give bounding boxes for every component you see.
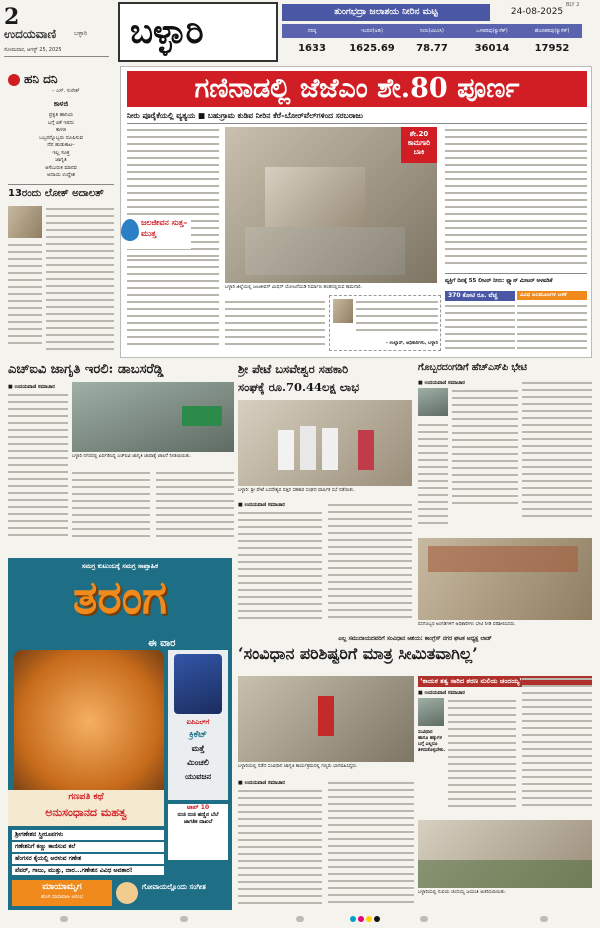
poem-line: ಜಾಗೃತಿ xyxy=(55,157,67,163)
cricket-line-4: ಮಿಂಚಲಿ xyxy=(187,758,209,767)
bank-byline: ■ ಉದಯವಾಣಿ ಸಮಾಚಾರ xyxy=(238,502,285,508)
left-column xyxy=(8,68,114,358)
goa-text: ಗೋವಾಯಲ್ಲೊಂದು ಸಂಗೀತ xyxy=(142,883,206,891)
quote-byline: – ಉಲ್ಲಾಸ್, ಅಧಿಕಾರಿಗಳು, ಬಳ್ಳಾರಿ xyxy=(385,341,438,346)
ganesh-line-2: ಅನುಸಂಧಾನದ ಮಹತ್ವ xyxy=(45,806,127,819)
box-55-litres xyxy=(445,273,587,289)
fertilizer-story xyxy=(418,362,592,632)
poem-line: ನೆಪ ಹುಡುಕಾಟ– xyxy=(47,142,75,148)
taranga-ad xyxy=(8,558,232,910)
ad-bullet: ಪೆಪರ್, ಗಾಜು, ಮುತ್ತು, ದಾರ...ಗಣೇಶನ ವಿವಿಧ ಅವತಾರ! xyxy=(12,866,164,875)
lok-adalat-body xyxy=(46,206,114,356)
date-line: ಸೋಮವಾರ, ಆಗಸ್ಟ್ 25, 2025 xyxy=(4,47,62,53)
honi-dani-title xyxy=(8,72,114,88)
callout-text: ಶೇ.20 ಕಾಮಗಾರಿ ಬಾಕಿ xyxy=(407,130,431,156)
kayaka-headline: ‘ಕಾಯಕ ತತ್ವ ಸಾರಿದ ಶರಣ ನುಲಿಯ ಚಂದಯ್ಯ’ xyxy=(418,676,592,687)
ad-bullets xyxy=(12,830,164,877)
officer-portrait xyxy=(418,388,448,416)
page-header xyxy=(0,0,600,66)
poem-body xyxy=(8,112,114,180)
constitution-body xyxy=(238,676,414,912)
hiv-photo xyxy=(72,382,234,452)
kayaka-byline: ■ ಉದಯವಾಣಿ ಸಮಾಚಾರ xyxy=(418,690,465,696)
dam-val-3: 36014 xyxy=(474,43,510,54)
hiv-byline: ■ ಉದಯವಾಣಿ ಸಮಾಚಾರ xyxy=(8,384,55,390)
maya-title: ಮಾಯಾಮೃಗ xyxy=(42,882,82,892)
kayaka-photo xyxy=(418,820,592,888)
ad-bullet: ಗಣೇಶನಿಗೆ ಕಣ್ಣು ಕಾಣಿಸುವ ಕಲೆ xyxy=(12,842,164,852)
ganesh-banner xyxy=(8,790,164,826)
mini-panel xyxy=(168,804,228,860)
dam-col-3: ಒಳಹರಿವು(ಕ್ಯುಸೆಕ್) xyxy=(476,28,508,34)
dam-level-box xyxy=(282,4,582,62)
poem-line: ಒಬ್ಬರನ್ನೊಬ್ಬರು ದೂಷಿಸುವ xyxy=(39,134,83,141)
constitution-headline: ‘ಸಂವಿಧಾನ ಪರಿಶಿಷ್ಟರಿಗೆ ಮಾತ್ರ ಸೀಮಿತವಾಗಿಲ್ಲ’ xyxy=(238,644,478,663)
dam-val-2: 78.77 xyxy=(416,43,448,54)
kayaka-story xyxy=(418,676,592,912)
dam-val-4: 17952 xyxy=(534,43,570,54)
fertilizer-byline: ■ ಉದಯವಾಣಿ ಸಮಾಚಾರ xyxy=(418,380,465,386)
hiv-headline: ಎಚ್‌ಐವಿ ಜಾಗೃತಿ ಇರಲಿ: ಡಾಬಸರೆಡ್ಡಿ xyxy=(8,362,164,377)
circle-icon xyxy=(8,74,20,86)
registration-marks xyxy=(0,914,600,924)
ad-bullet: ಹೆಂಗಸರ ಕೈಯಲ್ಲಿ ಅರಳುವ ಗಣೇಶ xyxy=(12,854,164,864)
hiv-photo-caption: ಬಳ್ಳಾರಿ ನಗರದಲ್ಲಿ ಏರ್ಪಡಿಸಿದ್ದ ಎಚ್‌ಐವಿ ಜಾಗೃತಿ ಜಾಥಾಕ್ಕೆ ಚಾಲನೆ ನೀಡಲಾಯಿತು. xyxy=(72,454,192,459)
box-370-title: 370 ಕೋಟಿ ರೂ. ವೆಚ್ಚ xyxy=(445,291,515,301)
poem-title: ಕಾಳಜಿ xyxy=(53,100,69,108)
lead-headline: ಗಣಿನಾಡಲ್ಲಿ ಜೆಜೆಎಂ ಶೇ.80 ಪೂರ್ಣ xyxy=(127,71,587,107)
box-55-title: ವ್ಯಕ್ತಿಗೆ ದಿನಕ್ಕೆ 55 ಲೀಟರ್ ನೀರು: ಪ್ಲ್ಯಾನ್ ಮೀಟರ್ ಅಳವಡಿಕೆ xyxy=(445,278,553,284)
dam-col-1: ಇಂದಿನ(ಅಡಿ) xyxy=(361,28,383,34)
maya-sub: ಹೊಸ ಧಾರಾವಾಹಿ ಆರಂಭ xyxy=(40,894,84,900)
dam-date: 24-08-2025 xyxy=(510,7,564,17)
poem-author: – ಎಸ್. ಸುರೇಶ್ xyxy=(52,88,80,94)
poem-line: ಆಸೆಬುರುಕ ಮಾನವ xyxy=(45,164,77,171)
jaljeevan-title: ಜಲಜೀವನ ಸುತ್ತ–ಮುತ್ತ xyxy=(141,218,188,238)
bank-headline-2: ಸಂಘಕ್ಕೆ ರೂ.70.44ಲಕ್ಷ ಲಾಭ xyxy=(238,380,360,394)
fertilizer-photo xyxy=(418,538,592,620)
poem-line: ಪ್ರಕೃತಿ ಹಾನಿಯ xyxy=(48,112,74,118)
brand-name: ಉದಯವಾಣಿ xyxy=(4,27,57,41)
constitution-kicker: ಎಲ್ಲ ಸಮುದಾಯದವರಿಗೆ ಸಂವಿಧಾನ ಆಶಯ: ಕಾಂಗ್ರೆಸ್ ನಗರ ಘಟಕ ಅಧ್ಯಕ್ಷ ಲಾಡ್ xyxy=(338,636,492,642)
bank-story xyxy=(238,362,412,632)
fertilizer-headline: ಗೊಬ್ಬರದಂಗಡಿಗೆ ಹೆಚ್‌ಎಸ್‌ಪಿ ಭೇಟಿ xyxy=(418,362,527,373)
ganesh-line-1: ಗಣಪತಿ ಕಥೆ xyxy=(68,792,104,802)
dam-col-2: ನೀರು(ಟಿಎಂಸಿ) xyxy=(420,28,444,34)
jaljeevan-badge xyxy=(121,215,191,249)
constitution-photo xyxy=(238,676,414,762)
ad-title: ತರಂಗ xyxy=(73,570,167,624)
dam-col-4: ಹೊರಹರಿವು(ಕ್ಯುಸೆಕ್) xyxy=(534,28,570,34)
cricket-line-5: ಯುವಜನ xyxy=(184,772,212,781)
dam-title: ತುಂಗಭದ್ರಾ ಜಲಾಶಯ ನೀರಿನ ಮಟ್ಟ xyxy=(282,4,490,21)
hiv-story xyxy=(8,362,234,550)
lead-story xyxy=(120,66,592,358)
section-title: ಬಳ್ಳಾರಿ xyxy=(130,12,204,52)
lead-photo-caption: ಬಳ್ಳಾರಿ ಜಿಲ್ಲೆಯಲ್ಲಿ ಜಲಜೀವನ್ ಮಿಷನ್ ಯೋಜನೆಯಡಿ ನಿರ್ಮಾಣ ಹಂತದಲ್ಲಿರುವ ಕಾಮಗಾರಿ. xyxy=(225,285,362,290)
mini-line: ರುಚಿ ರುಚಿ ಹಣ್ಣಿನ ಬೆಲೆ ಜಾಗತಿಕ ದಾಖಲೆ xyxy=(177,812,219,825)
dam-header-row xyxy=(282,24,582,38)
corner-code: BLY 2 xyxy=(566,2,580,8)
cricket-line-2: ಕ್ರಿಕೆಟ್ xyxy=(189,730,207,740)
dam-col-0: ಗರಿಷ್ಠ xyxy=(307,28,317,34)
maya-box xyxy=(12,880,112,906)
ad-top-line: ಸಮಗ್ರ ಕುಟುಂಬಕ್ಕೆ ಸಮಗ್ರ ಸಾಪ್ತಾಹಿಕ xyxy=(81,562,159,570)
dam-val-1: 1625.69 xyxy=(349,43,395,54)
page-number: 2 xyxy=(4,4,20,30)
lead-right-col xyxy=(445,127,587,277)
callout-box xyxy=(401,127,437,163)
lok-adalat-body-2 xyxy=(8,242,42,356)
bank-photo-caption: ಬಳ್ಳಾರಿ: ಶ್ರೀ ಪೇಟೆ ಬಸವೇಶ್ವರ ಪತ್ತಿನ ಸಹಕಾರ ಸಂಘದ ವಾರ್ಷಿಕ ಸಭೆ ನಡೆಯಿತು. xyxy=(238,488,355,493)
cricket-panel xyxy=(168,650,228,800)
lead-col-3 xyxy=(225,299,325,351)
poem-line: ಬಗ್ಗೆ ಏಕೆ ಇರದು xyxy=(47,119,75,126)
fertilizer-photo-caption: ರಸಗೊಬ್ಬರ ಅಂಗಡಿಗಳಿಗೆ ಅಧಿಕಾರಿಗಳು ಭೇಟಿ ನೀಡಿ ಪರಿಶೀಲಿಸಿದರು. xyxy=(418,622,516,627)
column-brand: ಹನಿ ದನಿ xyxy=(24,72,58,86)
bank-headline-1: ಶ್ರೀ ಪೇಟೆ ಬಸವೇಶ್ವರ ಸಹಕಾರಿ xyxy=(238,362,349,376)
author-photo xyxy=(8,206,42,238)
dam-value-row xyxy=(282,40,582,58)
kayaka-pull-quote: ಸಂವಿಧಾನ ಹಾಗೂ ಹಕ್ಕುಗಳ ಬಗ್ಗೆ ಎಲ್ಲರೂ ತಿಳಿದುಕೊಳ್ಳಬೇಕು. xyxy=(418,730,446,753)
constitution-byline: ■ ಉದಯವಾಣಿ ಸಮಾಚಾರ xyxy=(238,780,285,786)
kayaka-photo-caption: ಬಳ್ಳಾರಿಯಲ್ಲಿ ನುಲಿಯ ಚಂದಯ್ಯ ಜಯಂತಿ ಆಚರಿಸಲಾಯಿತು. xyxy=(418,890,507,895)
box-water-title: ವಿವಿಧ ಜಲಮೂಲಗಳ ಬಳಕೆ xyxy=(517,291,587,300)
quote-box xyxy=(329,295,441,351)
box-370-crore xyxy=(445,291,515,353)
section-title-box xyxy=(118,2,278,62)
lead-col-2 xyxy=(127,257,219,351)
cricket-line-3: ಮತ್ತೆ xyxy=(191,744,205,753)
kayaka-portrait xyxy=(418,698,444,726)
lead-subheadline: ನೀರು ಪೂರೈಕೆಯಲ್ಲಿ ವ್ಯತ್ಯಯ ■ ಬಹುಗ್ರಾಮ ಕುಡಿವ ನೀರಿನ ಕೆರೆ–ಬೋರ್‌ವೆಲ್‌ಗಳಿಂದ ಸರಬರಾಜು xyxy=(127,111,364,120)
ganesha-image xyxy=(14,650,164,810)
bank-photo xyxy=(238,400,412,486)
constitution-story xyxy=(238,636,592,672)
mini-title: ಟಾಪ್ 10 xyxy=(186,804,210,811)
water-drop-icon xyxy=(121,219,139,241)
cricket-line-1: ಐಪಿಎಲ್‌ಗೆ xyxy=(186,718,210,726)
lok-adalat-headline: 13ರಂದು ಲೋಕ್ ಅದಾಲತ್ xyxy=(8,188,104,199)
constitution-photo-caption: ಬಳ್ಳಾರಿಯಲ್ಲಿ ನಡೆದ ಸಂವಿಧಾನ ಜಾಗೃತಿ ಕಾರ್ಯಕ್ರಮದಲ್ಲಿ ಗಣ್ಯರು ಭಾಗವಹಿಸಿದ್ದರು. xyxy=(238,764,358,769)
ad-subtitle: ಈ ವಾರ xyxy=(148,638,176,649)
poem-line: ಇಲ್ಲ ಸೂಕ್ತ xyxy=(52,149,70,156)
ad-bullet: ಶ್ರೀಗಣೇಶನ ಸ್ತ್ರೀರೂಪಗಳು xyxy=(12,830,164,840)
edition-label: ಬಳ್ಳಾರಿ xyxy=(74,30,87,37)
poem-line: ಆದಾಯ ಉದ್ದೇಶ xyxy=(47,172,75,178)
dam-val-0: 1633 xyxy=(298,43,326,54)
goa-box xyxy=(116,880,228,906)
box-water-sources xyxy=(517,291,587,353)
poem-line: ಕಾಳಜಿ xyxy=(55,127,67,133)
